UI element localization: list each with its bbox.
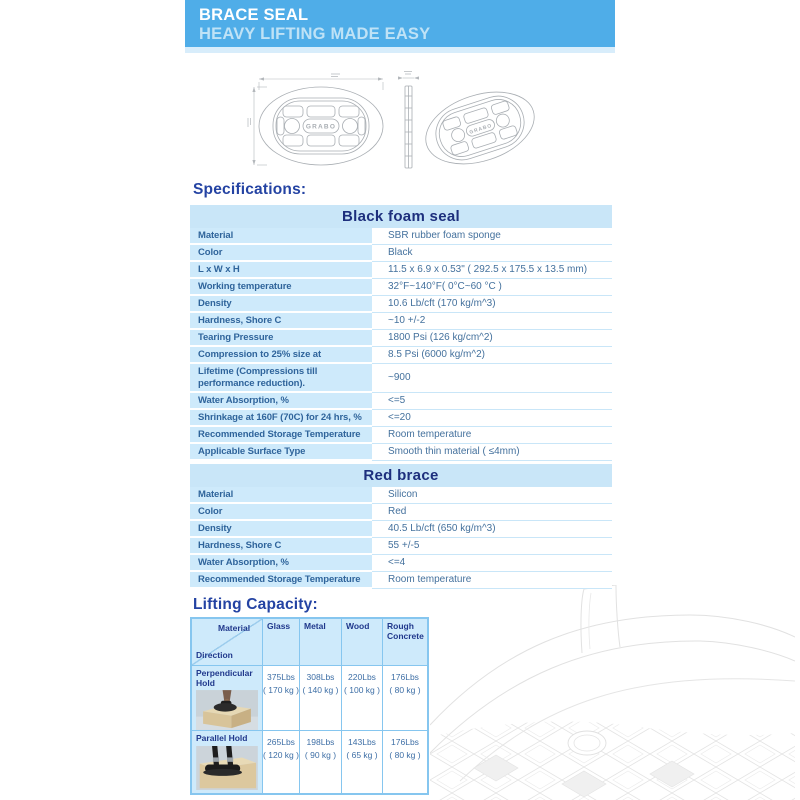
- row-label-perpendicular-hold: [192, 666, 262, 730]
- specifications-heading: Specifications:: [193, 181, 307, 198]
- capacity-cell: [342, 666, 382, 730]
- row-label-text: Parallel Hold: [196, 733, 248, 743]
- perpendicular-hold-photo: [196, 690, 258, 730]
- spec-value: 40.5 Lb/cft (650 kg/m^3): [372, 521, 612, 538]
- table-row: [190, 245, 612, 262]
- specification-tables: [190, 205, 612, 589]
- black-foam-seal-title: Black foam seal: [190, 205, 612, 228]
- spec-label: Color: [190, 504, 372, 521]
- capacity-kg: ( 80 kg ): [389, 685, 421, 695]
- grabo-logo-text: GRABO: [305, 123, 337, 131]
- table-row: [190, 279, 612, 296]
- technical-drawing: [185, 56, 615, 182]
- capacity-lbs: 220Lbs: [348, 672, 376, 682]
- side-profile-view: [405, 86, 412, 168]
- background-sketch: [430, 585, 795, 800]
- spec-label: Material: [190, 228, 372, 245]
- spec-value: 10.6 Lb/cft (170 kg/m^3): [372, 296, 612, 313]
- capacity-kg: ( 170 kg ): [263, 685, 299, 695]
- spec-label: Hardness, Shore C: [190, 313, 372, 330]
- capacity-cell: [300, 731, 341, 793]
- capacity-lbs: 198Lbs: [306, 737, 335, 747]
- capacity-kg: ( 140 kg ): [302, 685, 339, 695]
- spec-label: L x W x H: [190, 262, 372, 279]
- column-header-metal: Metal: [300, 619, 341, 665]
- spec-label: Recommended Storage Temperature: [190, 427, 372, 444]
- spec-value: <=4: [372, 555, 612, 572]
- table-row: [190, 393, 612, 410]
- page-title: BRACE SEAL: [199, 6, 309, 24]
- capacity-cell: [263, 666, 299, 730]
- parallel-hold-photo: [196, 746, 258, 790]
- table-row: [190, 444, 612, 461]
- spec-value: 8.5 Psi (6000 kg/m^2): [372, 347, 612, 364]
- spec-value: Black: [372, 245, 612, 262]
- grabo-logo-text: GRABO: [468, 122, 494, 136]
- capacity-cell: [300, 666, 341, 730]
- capacity-kg: ( 65 kg ): [346, 750, 378, 760]
- red-brace-title: Red brace: [190, 464, 612, 487]
- table-row: [190, 410, 612, 427]
- corner-material-label: Material: [218, 623, 251, 633]
- table-row: [190, 228, 612, 245]
- spec-label: Color: [190, 245, 372, 262]
- spec-label: Density: [190, 521, 372, 538]
- spec-label: Compression to 25% size at: [190, 347, 372, 364]
- column-header-glass: Glass: [263, 619, 299, 665]
- spec-value: SBR rubber foam sponge: [372, 228, 612, 245]
- spec-value: Silicon: [372, 487, 612, 504]
- capacity-kg: ( 120 kg ): [263, 750, 299, 760]
- table-row: [190, 572, 612, 589]
- capacity-kg: ( 100 kg ): [344, 685, 380, 695]
- spec-value: 32°F~140°F( 0°C~60 °C ): [372, 279, 612, 296]
- lifting-capacity-table: [190, 617, 429, 795]
- column-header-rough-concrete: Rough Concrete: [383, 619, 427, 665]
- capacity-cell: [383, 666, 427, 730]
- page-subtitle: HEAVY LIFTING MADE EASY: [199, 25, 431, 43]
- spec-label: Hardness, Shore C: [190, 538, 372, 555]
- spec-label: Density: [190, 296, 372, 313]
- table-row: [190, 427, 612, 444]
- front-view: [259, 87, 383, 165]
- spec-value: 11.5 x 6.9 x 0.53" ( 292.5 x 175.5 x 13.5 mm): [372, 262, 612, 279]
- capacity-lbs: 308Lbs: [306, 672, 335, 682]
- capacity-lbs: 265Lbs: [267, 737, 295, 747]
- spec-label: Working temperature: [190, 279, 372, 296]
- spec-label: Applicable Surface Type: [190, 444, 372, 461]
- capacity-cell: [342, 731, 382, 793]
- spec-label: Recommended Storage Temperature: [190, 572, 372, 589]
- table-row: [190, 487, 612, 504]
- table-row: [190, 364, 612, 393]
- spec-value: ~900: [372, 364, 612, 393]
- capacity-kg: ( 80 kg ): [389, 750, 421, 760]
- spec-label: Tearing Pressure: [190, 330, 372, 347]
- spec-value: <=5: [372, 393, 612, 410]
- spec-label: Material: [190, 487, 372, 504]
- table-row: [190, 538, 612, 555]
- capacity-lbs: 375Lbs: [267, 672, 295, 682]
- row-label-parallel-hold: [192, 731, 262, 793]
- spec-value: ~10 +/-2: [372, 313, 612, 330]
- capacity-kg: ( 90 kg ): [304, 750, 337, 760]
- table-row: [190, 262, 612, 279]
- lifting-capacity-heading: Lifting Capacity:: [193, 596, 318, 613]
- table-row: [190, 330, 612, 347]
- table-row: [190, 521, 612, 538]
- capacity-lbs: 143Lbs: [348, 737, 376, 747]
- column-header-wood: Wood: [342, 619, 382, 665]
- table-row: [190, 555, 612, 572]
- spec-value: Room temperature: [372, 427, 612, 444]
- spec-value: 55 +/-5: [372, 538, 612, 555]
- capacity-lbs: 176Lbs: [391, 737, 419, 747]
- spec-value: Smooth thin material ( ≤4mm): [372, 444, 612, 461]
- spec-label: Water Absorption, %: [190, 393, 372, 410]
- table-row: [190, 296, 612, 313]
- row-label-text: Perpendicular Hold: [196, 668, 253, 688]
- spec-value: Red: [372, 504, 612, 521]
- capacity-cell: [383, 731, 427, 793]
- corner-cell: [192, 619, 262, 665]
- spec-label: Water Absorption, %: [190, 555, 372, 572]
- header-banner: [185, 0, 615, 47]
- capacity-cell: [263, 731, 299, 793]
- perspective-view: [417, 79, 544, 176]
- table-row: [190, 504, 612, 521]
- spec-value: Room temperature: [372, 572, 612, 589]
- spec-value: <=20: [372, 410, 612, 427]
- table-row: [190, 313, 612, 330]
- table-row: [190, 347, 612, 364]
- capacity-lbs: 176Lbs: [391, 672, 419, 682]
- corner-direction-label: Direction: [196, 650, 233, 660]
- banner-strip: [185, 47, 615, 53]
- spec-label: Lifetime (Compressions till performance reduction).: [190, 364, 372, 393]
- spec-label: Shrinkage at 160F (70C) for 24 hrs, %: [190, 410, 372, 427]
- spec-value: 1800 Psi (126 kg/cm^2): [372, 330, 612, 347]
